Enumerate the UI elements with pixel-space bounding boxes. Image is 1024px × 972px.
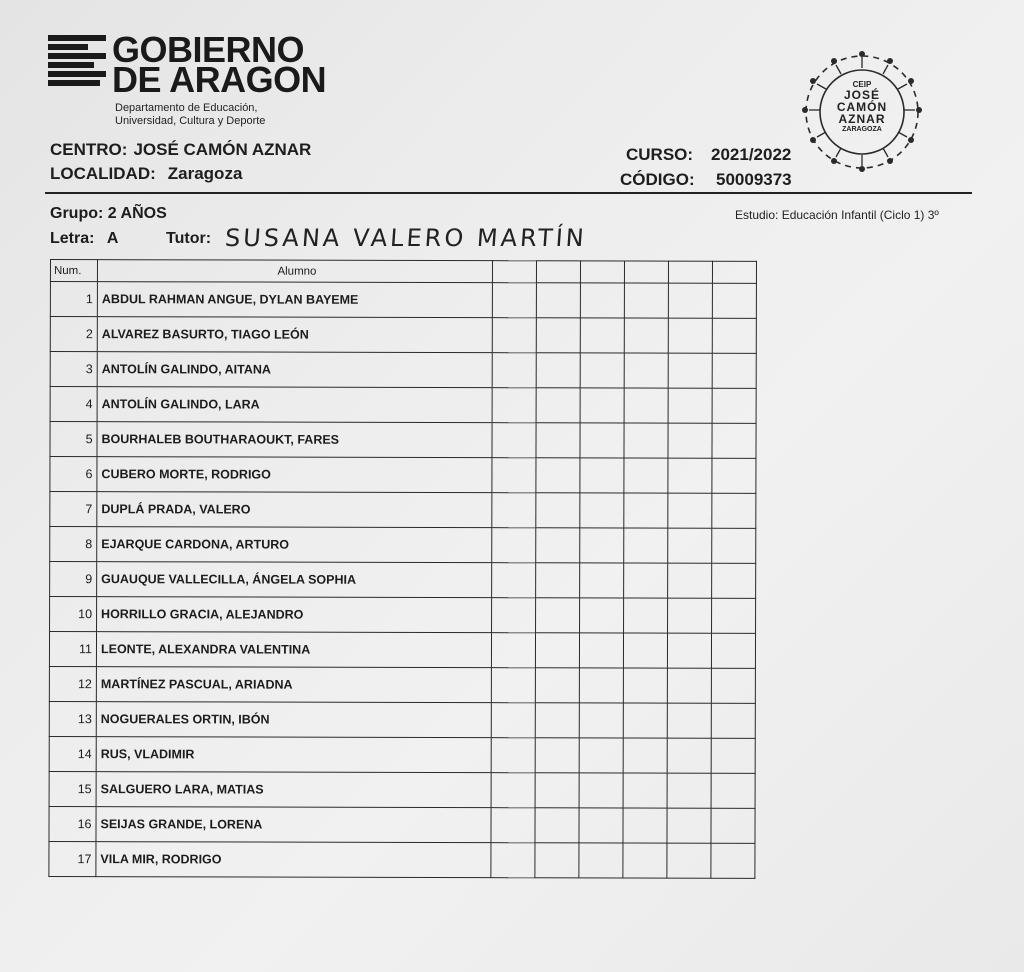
empty-cell [711, 703, 755, 738]
empty-cell [491, 633, 535, 668]
empty-cell [712, 353, 756, 388]
empty-cell [712, 598, 756, 633]
table-row [50, 387, 756, 424]
empty-cell [492, 563, 536, 598]
student-name: SALGUERO LARA, MATIAS [96, 772, 491, 808]
header-alumno: Alumno [97, 260, 492, 283]
empty-cell [580, 563, 624, 598]
empty-cell [624, 458, 668, 493]
student-name: NOGUERALES ORTIN, IBÓN [96, 702, 491, 738]
empty-cell [491, 808, 535, 843]
empty-cell [580, 458, 624, 493]
table-row [50, 317, 756, 354]
student-name: HORRILLO GRACIA, ALEJANDRO [97, 597, 492, 633]
empty-cell [535, 773, 579, 808]
department-line1: Departamento de Educación, [115, 102, 258, 114]
student-name: ABDUL RAHMAN ANGUE, DYLAN BAYEME [97, 282, 492, 318]
department-line2: Universidad, Cultura y Deporte [115, 115, 266, 127]
empty-cell [667, 668, 711, 703]
empty-cell [623, 668, 667, 703]
student-name: ALVAREZ BASURTO, TIAGO LEÓN [97, 317, 492, 353]
empty-cell [492, 388, 536, 423]
empty-cell [667, 773, 711, 808]
empty-cell [712, 423, 756, 458]
empty-cell [492, 423, 536, 458]
empty-cell [667, 808, 711, 843]
row-number: 4 [50, 387, 97, 422]
empty-cell [668, 598, 712, 633]
school-stamp [795, 48, 929, 176]
empty-cell [579, 808, 623, 843]
department-name [115, 102, 265, 128]
student-table [48, 259, 757, 879]
tutor-name-handwritten: SUSANA VALERO MARTÍN [224, 224, 588, 252]
row-number: 12 [49, 666, 96, 701]
empty-cell [580, 528, 624, 563]
table-row [49, 666, 755, 703]
curso-field [626, 145, 693, 165]
empty-cell [580, 353, 624, 388]
logo-text-line2: DE ARAGON [112, 59, 327, 100]
empty-cell [667, 633, 711, 668]
grupo-value: 2 AÑOS [107, 205, 167, 222]
empty-cell [580, 423, 624, 458]
student-name: GUAUQUE VALLECILLA, ÁNGELA SOPHIA [97, 562, 492, 598]
empty-cell [536, 283, 580, 318]
stamp-line2: JOSÉ [843, 88, 880, 102]
empty-cell [492, 458, 536, 493]
student-name: LEONTE, ALEXANDRA VALENTINA [96, 632, 491, 668]
centro-field [50, 140, 311, 160]
empty-cell [711, 773, 755, 808]
empty-cell [536, 493, 580, 528]
empty-cell [624, 598, 668, 633]
empty-cell [536, 423, 580, 458]
table-row [49, 771, 755, 808]
empty-cell [623, 843, 667, 878]
empty-cell [579, 703, 623, 738]
empty-cell [668, 423, 712, 458]
empty-cell [535, 668, 579, 703]
empty-cell [579, 738, 623, 773]
row-number: 16 [49, 806, 96, 841]
table-row [50, 282, 756, 319]
empty-cell [668, 353, 712, 388]
student-name: ANTOLÍN GALINDO, LARA [97, 387, 492, 423]
stamp-line1: CEIP [852, 80, 872, 89]
empty-cell [580, 283, 624, 318]
row-number: 13 [49, 701, 96, 736]
codigo-label: CÓDIGO: [620, 170, 695, 189]
logo-stripes-icon [48, 35, 106, 90]
row-number: 17 [49, 841, 96, 876]
empty-cell [579, 773, 623, 808]
empty-cell [580, 318, 624, 353]
table-row [50, 492, 756, 529]
empty-cell [491, 738, 535, 773]
letra-label: Letra: [50, 230, 95, 247]
empty-cell [536, 563, 580, 598]
empty-cell [624, 528, 668, 563]
letra-value: A [106, 230, 119, 247]
empty-cell [579, 843, 623, 878]
empty-cell [624, 493, 668, 528]
empty-cell [580, 493, 624, 528]
empty-cell [668, 563, 712, 598]
row-number: 2 [50, 317, 97, 352]
empty-cell [668, 458, 712, 493]
curso-value: 2021/2022 [711, 145, 792, 164]
table-row [50, 422, 756, 459]
letra-field [50, 230, 118, 248]
row-number: 15 [49, 771, 96, 806]
grupo-field [50, 205, 167, 223]
empty-cell [711, 738, 755, 773]
empty-cell [580, 598, 624, 633]
empty-cell [711, 633, 755, 668]
empty-cell [711, 808, 755, 843]
row-number: 7 [50, 492, 97, 527]
header-divider [45, 192, 972, 194]
row-number: 6 [50, 457, 97, 492]
empty-cell [711, 843, 755, 878]
header-empty-col [624, 261, 668, 283]
empty-cell [535, 633, 579, 668]
empty-cell [623, 703, 667, 738]
empty-cell [712, 493, 756, 528]
stamp-line4: AZNAR [838, 112, 886, 126]
empty-cell [668, 528, 712, 563]
header-empty-col [712, 261, 756, 283]
empty-cell [667, 703, 711, 738]
codigo-value: 50009373 [716, 170, 792, 189]
student-name: EJARQUE CARDONA, ARTURO [97, 527, 492, 563]
header-empty-col [668, 261, 712, 283]
table-header-row [50, 260, 756, 284]
empty-cell [536, 353, 580, 388]
row-number: 5 [50, 422, 97, 457]
table-row [49, 632, 755, 669]
empty-cell [623, 808, 667, 843]
empty-cell [623, 633, 667, 668]
localidad-label: LOCALIDAD: [50, 164, 156, 183]
table-row [50, 457, 756, 494]
curso-label: CURSO: [626, 145, 694, 164]
row-number: 14 [49, 736, 96, 771]
table-row [50, 352, 756, 389]
table-row [50, 527, 756, 564]
empty-cell [624, 563, 668, 598]
centro-label: CENTRO: [50, 140, 128, 159]
empty-cell [491, 668, 535, 703]
row-number: 8 [50, 527, 97, 562]
row-number: 10 [50, 597, 97, 632]
empty-cell [624, 423, 668, 458]
empty-cell [711, 668, 755, 703]
student-name: ANTOLÍN GALINDO, AITANA [97, 352, 492, 388]
table-row [49, 736, 755, 773]
table-row [49, 806, 755, 843]
empty-cell [624, 353, 668, 388]
empty-cell [624, 318, 668, 353]
grupo-label: Grupo: [50, 205, 104, 222]
header-empty-col [580, 261, 624, 283]
table-row [49, 701, 755, 738]
tutor-label: Tutor: [166, 230, 212, 247]
empty-cell [667, 738, 711, 773]
student-name: CUBERO MORTE, RODRIGO [97, 457, 492, 493]
empty-cell [536, 598, 580, 633]
gobierno-aragon-logo [48, 30, 348, 135]
empty-cell [668, 493, 712, 528]
empty-cell [491, 843, 535, 878]
empty-cell [668, 283, 712, 318]
localidad-field [50, 164, 242, 184]
row-number: 11 [49, 632, 96, 667]
stamp-line3: CAMÓN [836, 100, 888, 114]
empty-cell [492, 598, 536, 633]
empty-cell [492, 283, 536, 318]
empty-cell [668, 318, 712, 353]
student-name: RUS, VLADIMIR [96, 737, 491, 773]
logo-text-line1: GOBIERNO [112, 29, 305, 70]
row-number: 9 [50, 562, 97, 597]
table-row [50, 562, 756, 599]
empty-cell [492, 528, 536, 563]
empty-cell [712, 563, 756, 598]
empty-cell [712, 528, 756, 563]
empty-cell [535, 843, 579, 878]
table-body [49, 282, 757, 879]
empty-cell [667, 843, 711, 878]
student-name: MARTÍNEZ PASCUAL, ARIADNA [96, 667, 491, 703]
centro-value: JOSÉ CAMÓN AZNAR [133, 140, 312, 159]
empty-cell [536, 458, 580, 493]
header-empty-col [492, 261, 536, 283]
empty-cell [579, 633, 623, 668]
row-number: 1 [50, 282, 97, 317]
empty-cell [492, 318, 536, 353]
empty-cell [536, 318, 580, 353]
empty-cell [712, 283, 756, 318]
codigo-field [620, 170, 695, 190]
empty-cell [623, 773, 667, 808]
empty-cell [535, 808, 579, 843]
row-number: 3 [50, 352, 97, 387]
student-name: VILA MIR, RODRIGO [96, 842, 491, 878]
table-row [49, 841, 755, 878]
empty-cell [624, 283, 668, 318]
empty-cell [668, 388, 712, 423]
empty-cell [535, 738, 579, 773]
empty-cell [536, 528, 580, 563]
empty-cell [579, 668, 623, 703]
empty-cell [580, 388, 624, 423]
empty-cell [624, 388, 668, 423]
localidad-value: Zaragoza [167, 164, 243, 183]
student-name: DUPLÁ PRADA, VALERO [97, 492, 492, 528]
empty-cell [536, 388, 580, 423]
empty-cell [491, 703, 535, 738]
header-num: Num. [50, 260, 97, 282]
stamp-line5: ZARAGOZA [842, 126, 882, 133]
empty-cell [535, 703, 579, 738]
empty-cell [492, 493, 536, 528]
empty-cell [712, 388, 756, 423]
empty-cell [492, 353, 536, 388]
student-name: SEIJAS GRANDE, LORENA [96, 807, 491, 843]
empty-cell [712, 458, 756, 493]
empty-cell [623, 738, 667, 773]
header-empty-col [536, 261, 580, 283]
student-name: BOURHALEB BOUTHARAOUKT, FARES [97, 422, 492, 458]
empty-cell [712, 318, 756, 353]
table-row [50, 597, 756, 634]
empty-cell [491, 773, 535, 808]
estudio-text: Estudio: Educación Infantil (Ciclo 1) 3º [735, 208, 939, 222]
